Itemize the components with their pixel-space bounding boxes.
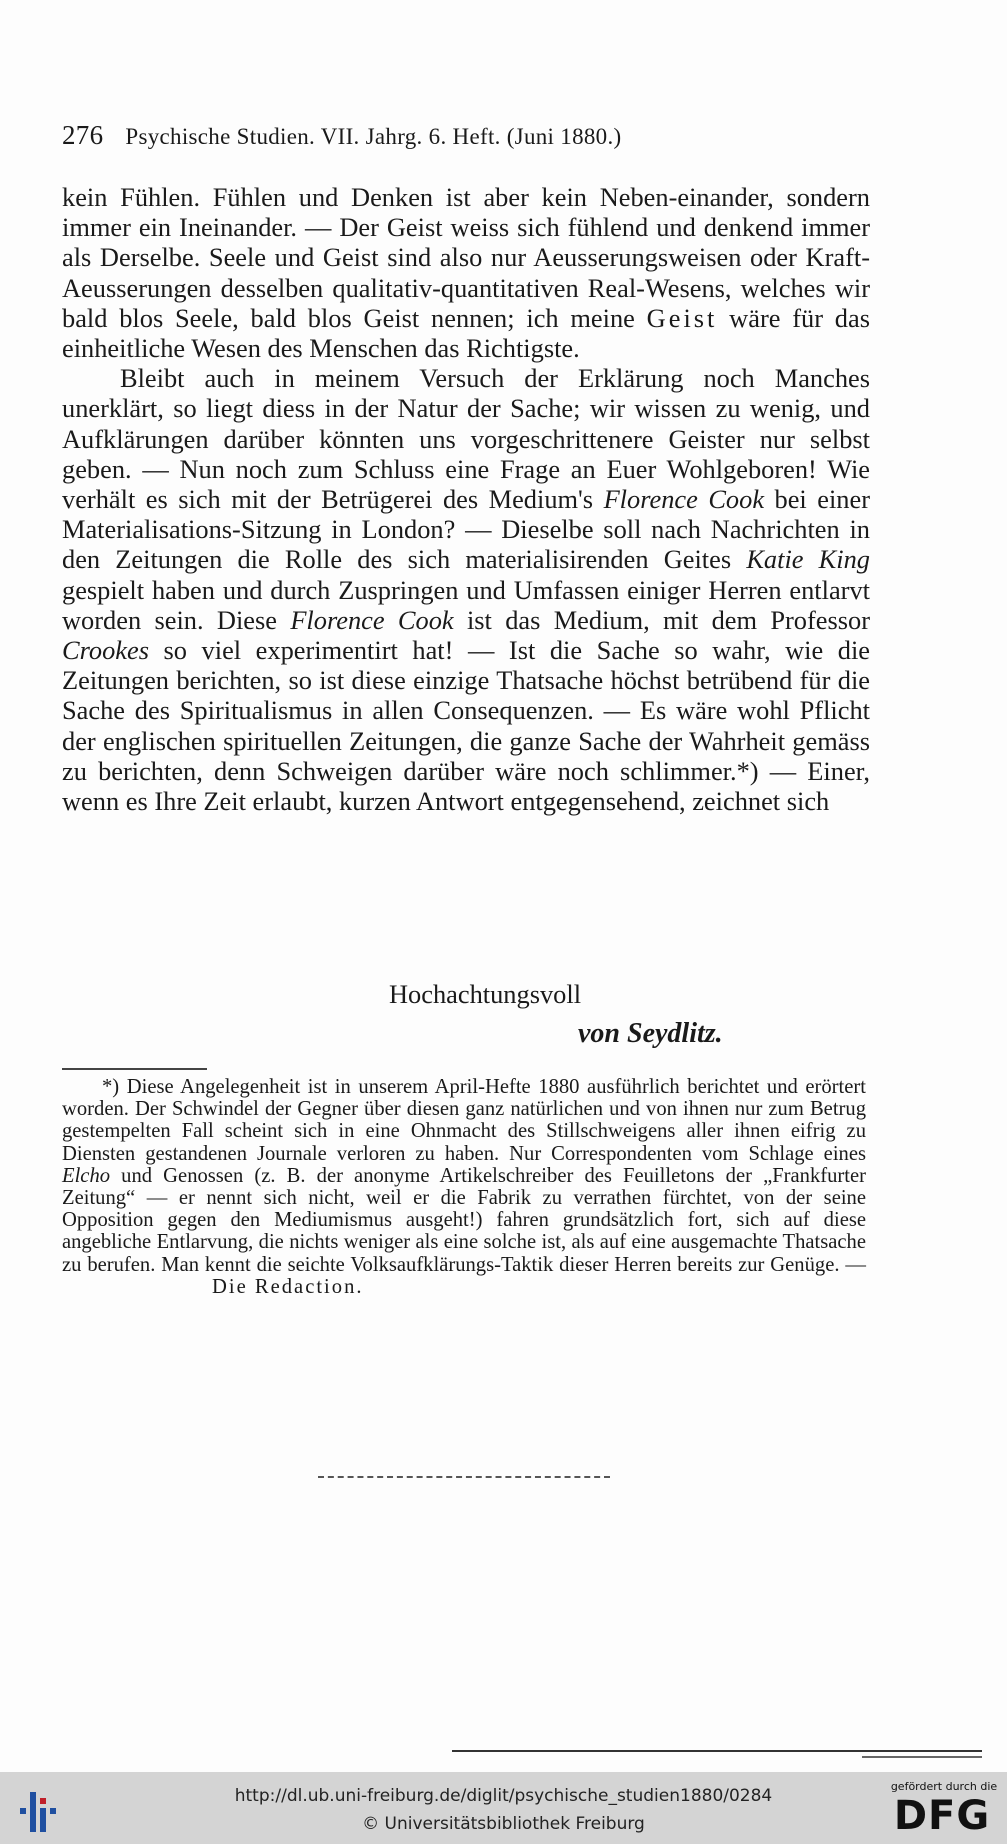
italic-name-florence-cook-2: Florence Cook [290, 604, 454, 635]
dfg-logo[interactable]: DFG [893, 1793, 991, 1839]
italic-name-katie-king: Katie King [746, 544, 870, 575]
paragraph-1-text-b: wäre für das einheitliche Wesen des Menschen das Richtigste. [62, 302, 870, 364]
body-text [62, 182, 870, 816]
footnote-text-b: und Genossen (z. B. der anonyme Artikelschreiber des Feuilletons der „Frankfurter Zeitung“ — er nennt sich nicht, weil er die Fabrik zu verrathen fürchtet, von der seine Opposition gegen den Mediumismus ausgeht!) fahren grundsätzlich fort, sich auf diese angebliche Entlarvung, die nichts weniger als eine solche ist, als auf eine ausgemachte Thatsache zu berufen. Man kennt die seichte Volksaufklärungs-Taktik dieser Herren bereits zur Genüge. — [62, 1164, 866, 1276]
italic-name-crookes: Crookes [62, 635, 149, 666]
italic-name-florence-cook: Florence Cook [603, 484, 765, 515]
spaced-word: Geist [646, 302, 718, 333]
paragraph-2-text-b: bei einer Materialisations-Sitzung in London? — Dieselbe soll nach Nachrichten in den Zeitungen die Rolle des sich materialisirenden Geites [62, 484, 870, 575]
dfg-caption: gefördert durch die [890, 1780, 998, 1793]
footnote-rule [62, 1068, 207, 1070]
footnote-redaction: Die Redaction. [212, 1275, 364, 1298]
viewer-footer [0, 1772, 1007, 1844]
paragraph-2-text-c: gespielt haben und durch Zuspringen und Umfassen einiger Herren entlarvt worden sein. Diese [62, 574, 870, 635]
footnote [62, 1076, 866, 1298]
italic-name-elcho: Elcho [62, 1164, 111, 1187]
paragraph-2-text-d: ist das Medium, mit dem Professor [453, 604, 871, 635]
paragraph-2-text-a: Bleibt auch in meinem Versuch der Erklärung noch Manches unerklärt, so liegt diess in der Natur der Sache; wir wissen zu wenig, und Aufklärungen darüber könnten uns vorgeschrittenere Geister nur selbst geben. — Nun noch zum Schluss eine Frage an Euer Wohlgeboren! Wie verhält es sich mit der Betrügerei des Medium's [62, 363, 870, 515]
paragraph-1-text-a: kein Fühlen. Fühlen und Denken ist aber kein Neben-einander, sondern immer ein Ineinander. — Der Geist weiss sich fühlend und denkend immer als Derselbe. Seele und Geist sind also nur Aeusserungsweisen oder Kraft-Aeusserungen desselben qualitativ-quantitativen Real-Wesens, welches wir bald blos Seele, bald blos Geist nennen; ich meine [62, 182, 870, 333]
copyright-notice: © Universitätsbibliothek Freiburg [362, 1814, 645, 1834]
page-number: 276 [62, 120, 104, 150]
footnote-text-a: *) Diese Angelegenheit ist in unserem April-Hefte 1880 ausführlich berichtet und erörtert worden. Der Schwindel der Gegner über diesen ganz natürlichen und von ihnen nur zum Betrug gestempelten Fall scheint sich in eine Ohnmacht des Stillschweigens aller ihnen eifrig zu Diensten gestandenen Journale verloren zu haben. Nur Correspondenten vom Schlage eines [62, 1076, 866, 1165]
bottom-rule [452, 1750, 982, 1752]
signature: von Seydlitz. [578, 1018, 723, 1049]
running-header [62, 120, 870, 151]
section-divider [318, 1476, 610, 1478]
bottom-rule-secondary [862, 1756, 982, 1758]
greeting: Hochachtungsvoll [389, 979, 582, 1009]
paragraph-2-text-e: so viel experimentirt hat! — Ist die Sache so wahr, wie die Zeitungen berichten, so ist diese einzige Thatsache höchst betrübend für die Sache des Spiritualismus in allen Consequenzen. — Es wäre wohl Pflicht der englischen spirituellen Zeitungen, die ganze Sache der Wahrheit gemäss zu berichten, denn Schweigen darüber wäre noch schlimmer.*) — Einer, wenn es Ihre Zeit erlaubt, kurzen Antwort entgegensehend, zeichnet sich [62, 635, 870, 817]
running-title: Psychische Studien. VII. Jahrg. 6. Heft. (Juni 1880.) [125, 124, 622, 149]
paragraph-2 [62, 363, 870, 816]
permalink-url[interactable]: http://dl.ub.uni-freiburg.de/diglit/psychische_studien1880/0284 [234, 1786, 773, 1806]
paragraph-1 [62, 182, 870, 363]
